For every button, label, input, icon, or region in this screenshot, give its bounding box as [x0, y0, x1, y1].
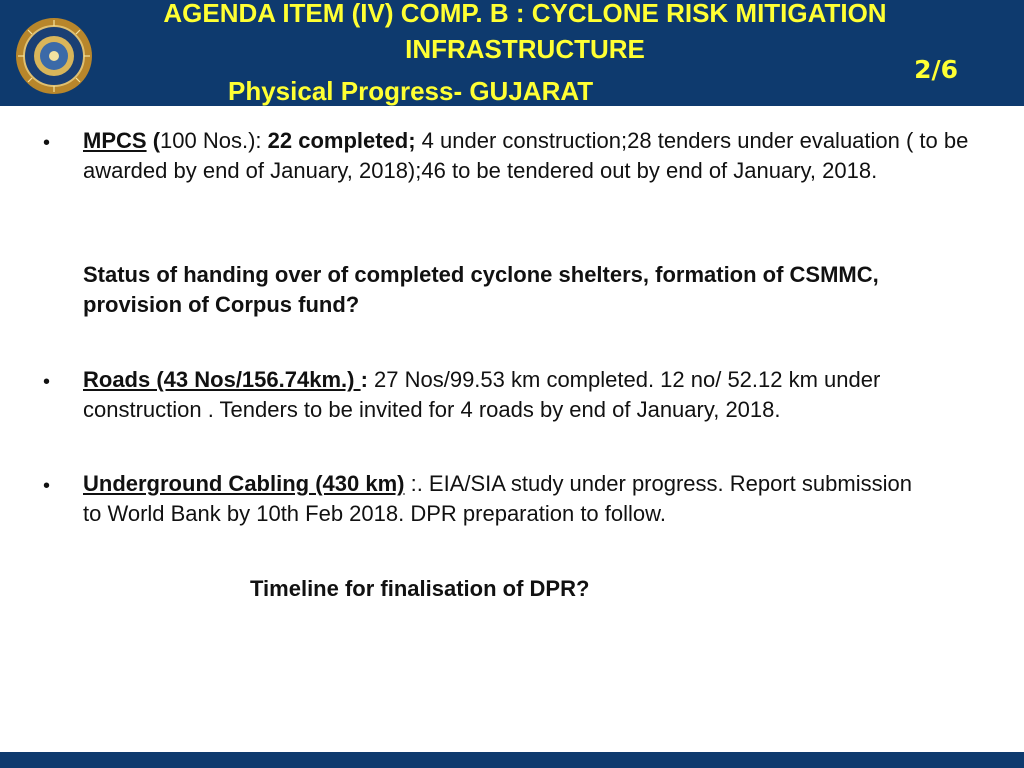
- slide-body: [0, 106, 1024, 752]
- roads-item: [83, 365, 983, 425]
- dpr-timeline-question: Timeline for finalisation of DPR?: [250, 576, 590, 601]
- cabling-details: :. EIA/SIA study under progress. Report submission to World Bank by 10th Feb 2018. DPR preparation to follow.: [83, 471, 912, 526]
- mpcs-label: MPCS: [83, 128, 147, 153]
- slide-header: [0, 0, 1024, 106]
- page-number: 2/6: [914, 55, 958, 84]
- bullet-icon: •: [43, 371, 51, 393]
- slide-subtitle: Physical Progress- GUJARAT: [228, 76, 594, 106]
- roads-colon: :: [360, 367, 368, 392]
- cabling-label: Underground Cabling (430 km): [83, 471, 405, 496]
- slide-title-line1: AGENDA ITEM (IV) COMP. B : CYCLONE RISK MITIGATION: [163, 0, 887, 28]
- mpcs-item: [83, 126, 983, 186]
- cabling-item: [83, 469, 933, 529]
- bullet-icon: •: [43, 132, 51, 154]
- slide-footer-bar: [0, 752, 1024, 768]
- bullet-icon: •: [43, 475, 51, 497]
- shelter-status-question: Status of handing over of completed cyclone shelters, formation of CSMMC, provision of Corpus fund?: [83, 262, 879, 317]
- slide-title-line2: INFRASTRUCTURE: [405, 34, 645, 64]
- mpcs-paren: (: [152, 128, 161, 153]
- mpcs-completed: 22 completed;: [267, 128, 416, 153]
- mpcs-count: 100 Nos.):: [160, 128, 268, 153]
- roads-details: 27 Nos/99.53 km completed. 12 no/ 52.12 km under construction . Tenders to be invited for 4 roads by end of January, 2018.: [83, 367, 881, 422]
- mpcs-details: 4 under construction;28 tenders under evaluation ( to be awarded by end of January, 2018);46 to be tendered out by end of January, 2018.: [83, 128, 969, 183]
- roads-label: Roads (43 Nos/156.74km.): [83, 367, 361, 392]
